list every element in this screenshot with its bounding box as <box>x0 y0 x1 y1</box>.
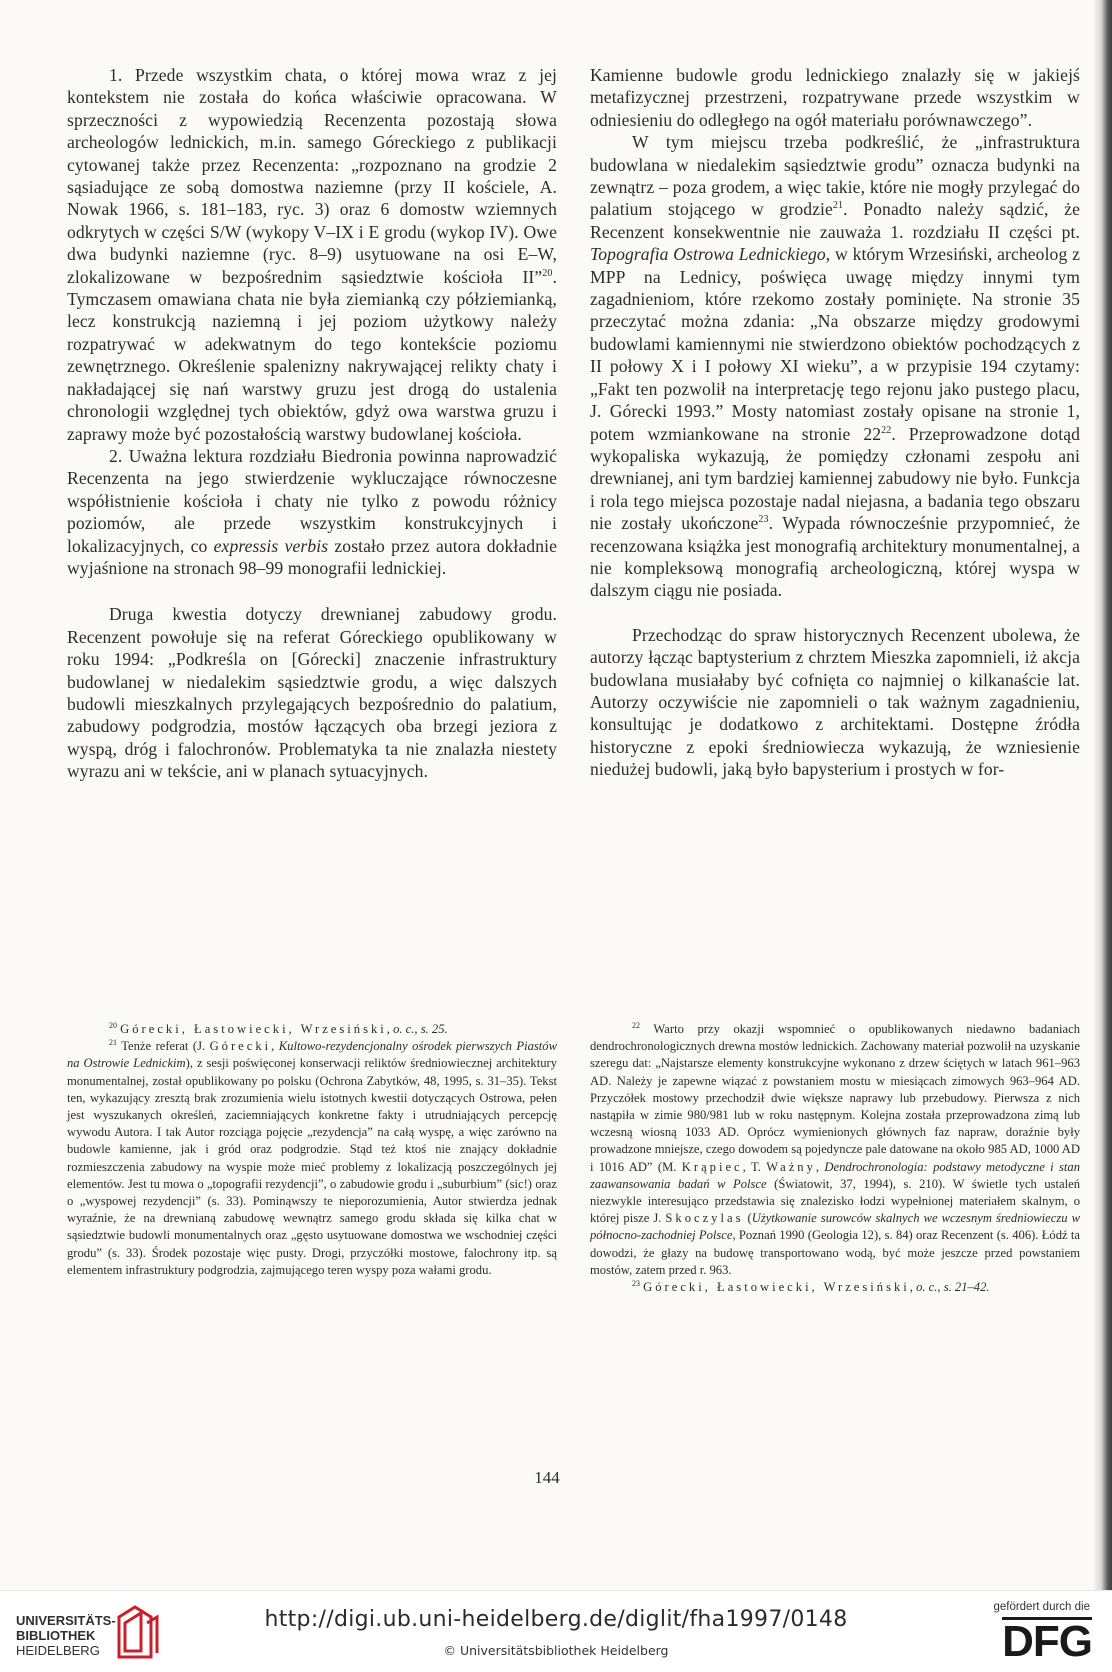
viewer-footer <box>0 1590 1112 1672</box>
scan-edge-shadow <box>1094 0 1112 1590</box>
footnote-22: $^{22}$ Warto przy okazji wspomnieć o opublikowanych niedawno badaniach dendrochronologicznych drewna mostów lednickich. Zachowany materiał pozwolił na uzyskanie szeregu dat: „Najstarsze elementy konstrukcyjne wykonano z drzew ściętych w latach 961–963 AD. Należy je zapewne wiązać z powstaniem mostu w miesiącach zimowych 963–964 AD. Przyczółek mostowy przechodził dwie większe naprawy lub przebudowy. Pierwsza z nich nastąpiła w zimie 980/981 lub w roku następnym. Kolejna została przeprowadzona zimą lub wczesną wiosną 1033 AD. Oprócz wymienionych głównych faz napraw, doraźnie były prowadzone mniejsze, czego dowodem są pojedyncze pale datowane na około 985 AD, 1000 AD i 1016 AD” (M. Krąpiec, T. Ważny, Dendrochronologia: podstawy metodyczne i stan zaawansowania badań w Polsce (Światowit, 37, 1994), s. 210). W świetle tych ustaleń niezwykle interesująco przedstawia się znalezisko łodzi wypełnionej materiałem skalnym, o której pisze J. Skoczylas (Użytkowanie surowców skalnych we wczesnym średniowieczu w północno-zachodniej Polsce, Poznań 1990 (Geologia 12), s. 84) oraz Recenzent (s. 406). Łódź ta dowodzi, że głazy na budowę transportowano wodą, być może jeszcze przed powstaniem mostów, zatem przed r. 963. <box>590 1020 1081 1277</box>
paragraph: Druga kwestia dotyczy drewnianej zabudowy grodu. Recenzent powołuje się na referat Góreckiego opublikowany w roku 1994: „Podkreśla on [Górecki] znaczenie infrastruktury budowlanej w niedalekim sąsiedztwie grodu, a więc dalszych budowli mieszkalnych przylegających bezpośrednio do palatium, zabudowy podgrodzia, mostów łączących oba brzegi jeziora z wyspą, dróg i falochronów. Problematyka ta nie znalazła niestety wyrazu ani w tekście, ani w planach sytuacyjnych. <box>67 604 557 782</box>
footnote-ref-23[interactable]: 23 <box>758 514 769 526</box>
paragraph: 1. Przede wszystkim chata, o której mowa wraz z jej kontekstem nie została do końca właściwie opracowana. W sprzeczności z wypowiedzią Recenzenta pozostają słowa archeologów lednickich, m.in. samego Góreckiego z publikacji cytowanej także przez Recenzenta: „rozpoznano na grodzie 2 sąsiadujące ze sobą domostwa naziemne (przy II kościele, A. Nowak 1966, s. 181–183, ryc. 3) oraz 6 domostw wziemnych odkrytych w części S/W (wykopy V–IX i E grodu (wykop IV). Owe dwa budynki naziemne (ryc. 8–9) usytuowane na osi E–W, zlokalizowane w bezpośrednim sąsiedztwie kościoła II”$^{20}$. Tymczasem omawiana chata nie była ziemianką czy półziemianką, lecz konstrukcją naziemną i jej poziom użytkowy należy rozpatrywać w adekwatnym do tego kontekście poziomu zewnętrznego. Określenie spalenizny nakrywającej relikty chaty i nakładającej się nań warstwy gruzu jest drogą do ustalenia chronologii względnej tych obiektów, gdyż owa warstwa gruzu i zaprawy może być pozostałością warstwy budowlanej kościoła. <box>67 65 557 444</box>
footnote-ref-20[interactable]: 20 <box>542 267 553 279</box>
paragraph: 2. Uważna lektura rozdziału Biedronia powinna naprowadzić Recenzenta na jego stwierdzenie wykluczające równoczesne współistnienie kościoła i chaty nie tylko z powodu różnicy poziomów, ale przede wszystkim konstrukcyjnych i lokalizacyjnych, co expressis verbis zostało przez autora dokładnie wyjaśnione na stronach 98–99 monografii lednickiej. <box>67 445 558 578</box>
footnote-ref-21[interactable]: 21 <box>832 200 844 212</box>
paragraph: Kamienne budowle grodu lednickiego znalazły się w jakiejś metafizycznej przestrzeni, rozpatrywane przede wszystkim w odniesieniu do odległego na ogół materiału porównawczego”. <box>590 65 1080 130</box>
library-name[interactable]: UNIVERSITÄTS- BIBLIOTHEK HEIDELBERG <box>16 1613 116 1658</box>
footnotes-right <box>590 1021 1080 1296</box>
funder-label: gefördert durch die <box>993 1601 1090 1613</box>
left-text-column <box>67 64 557 783</box>
footnote-23: $^{23}$ Górecki, Łastowiecki, Wrzesiński, o. c., s. 21–42. <box>632 1278 990 1295</box>
right-text-column <box>590 64 1080 781</box>
paragraph: Przechodząc do spraw historycznych Recenzent ubolewa, że autorzy łącząc baptysterium z chrztem Mieszka zapomnieli, iż akcja budowlana musiałaby być cofnięta co najmniej o kilkanaście lat. Autorzy oczywiście nie zapomnieli o tak ważnym zagadnieniu, konsultując je dodatkowo z architektami. Dostępne źródła historyczne z epoki średniowiecza wykazują, że wzniesienie niedużej budowli, jaką było bapysterium i prostych w for- <box>590 624 1080 780</box>
paragraph: W tym miejscu trzeba podkreślić, że „infrastruktura budowlana w niedalekim sąsiedztwie grodu” oznacza budynki na zewnątrz – poza grodem, a więc takie, które nie mogły przylegać do palatium stojącego w grodzie$^{21}$. Ponadto należy sądzić, że Recenzent konsekwentnie nie zauważa 1. rozdziału II części pt. Topografia Ostrowa Lednickiego, w którym Wrzesiński, archeolog z MPP na Lednicy, poświęca uwagę między innymi tym zagadnieniom, które rzekomo zostały pominięte. Na stronie 35 przeczytać można zdania: „Na obszarze między grodowymi budowlami kamiennymi nie stwierdzono obiektów pochodzących z II połowy X i I połowy XI wieku”, a w przypisie 194 czytamy: „Fakt ten pozwolił na interpretację tego rejonu jako pustego placu, J. Górecki 1993.” Mosty natomiast zostały opisane na stronie 1, potem wzmiankowane na stronie $22^{22}$. Przeprowadzone dotąd wykopaliska wykazują, że pomiędzy członami zespołu ani drewnianej, ani tym bardziej kamiennej zabudowy nie było. Funkcja i rola tego miejsca pozostaje nadal niejasna, a badania tego obszaru nie zostały ukończone$^{23}$. Wypada równocześnie przypomnieć, że recenzowana książka jest monografią architektury monumentalnej, a nie kompleksową monografią archeologiczną, której wyspa w dalszym ciągu nie posiada. <box>590 132 1081 601</box>
copyright-notice: © Universitätsbibliothek Heidelberg <box>443 1643 669 1658</box>
footnote-21: $^{21}$ Tenże referat (J. Górecki, Kultowo-rezydencjonalny ośrodek pierwszych Piastów na Ostrowie Lednickim), z sesji poświęconej konserwacji reliktów średniowiecznej architektury monumentalnej, został opublikowany po polsku (Ochrona Zabytków, 48, 1995, s. 31–35). Tekst ten, wykazujący zresztą brak zrozumienia wielu istotnych kwestii dotyczących Ostrowa, pełen jest wyszukanych określeń, zaciemniających konkretne fakty i utrudniających percepcję wywodu Autora. I tak Autor rozciąga pojęcie „rezydencja” na całą wyspę, a więc zarówno na budowle kamienne, jak i gród oraz podgrodzie. Stąd też ktoś nie znający dokładnie rozmieszczenia zabudowy na wyspie może mieć problemy z lokalizacją poszczególnych jej elementów. Jest tu mowa o „topografii rezydencji”, o zabudowie grodu i „suburbium” (sic!) oraz o „wyspowej rezydencji” (s. 33). Pominąwszy te nieporozumienia, Autor stwierdza jednak wyraźnie, że na drewnianą zabudowę wewnątrz samego grodu składa się kilka chat w sąsiedztwie budowli monumentalnych oraz „gęsto usytuowane domostwa we wschodniej części grodu” (s. 33). Środek pozostaje więc pusty. Drogi, przyczółki mostowe, falochrony itp. są elementem infrastruktury podgrodzia, zajmującego teren wyspy poza wałami grodu. <box>67 1038 558 1277</box>
footnote-20: $^{20}$ Górecki, Łastowiecki, Wrzesiński, o. c., s. 25. <box>109 1020 448 1036</box>
permalink-url[interactable]: http://digi.ub.uni-heidelberg.de/diglit/fha1997/0148 <box>264 1607 848 1632</box>
footnote-ref-22[interactable]: 22 <box>881 424 892 436</box>
footnotes-left <box>67 1021 557 1279</box>
dfg-logo[interactable]: DFG <box>1002 1617 1092 1666</box>
page-number: 144 <box>534 1468 560 1487</box>
